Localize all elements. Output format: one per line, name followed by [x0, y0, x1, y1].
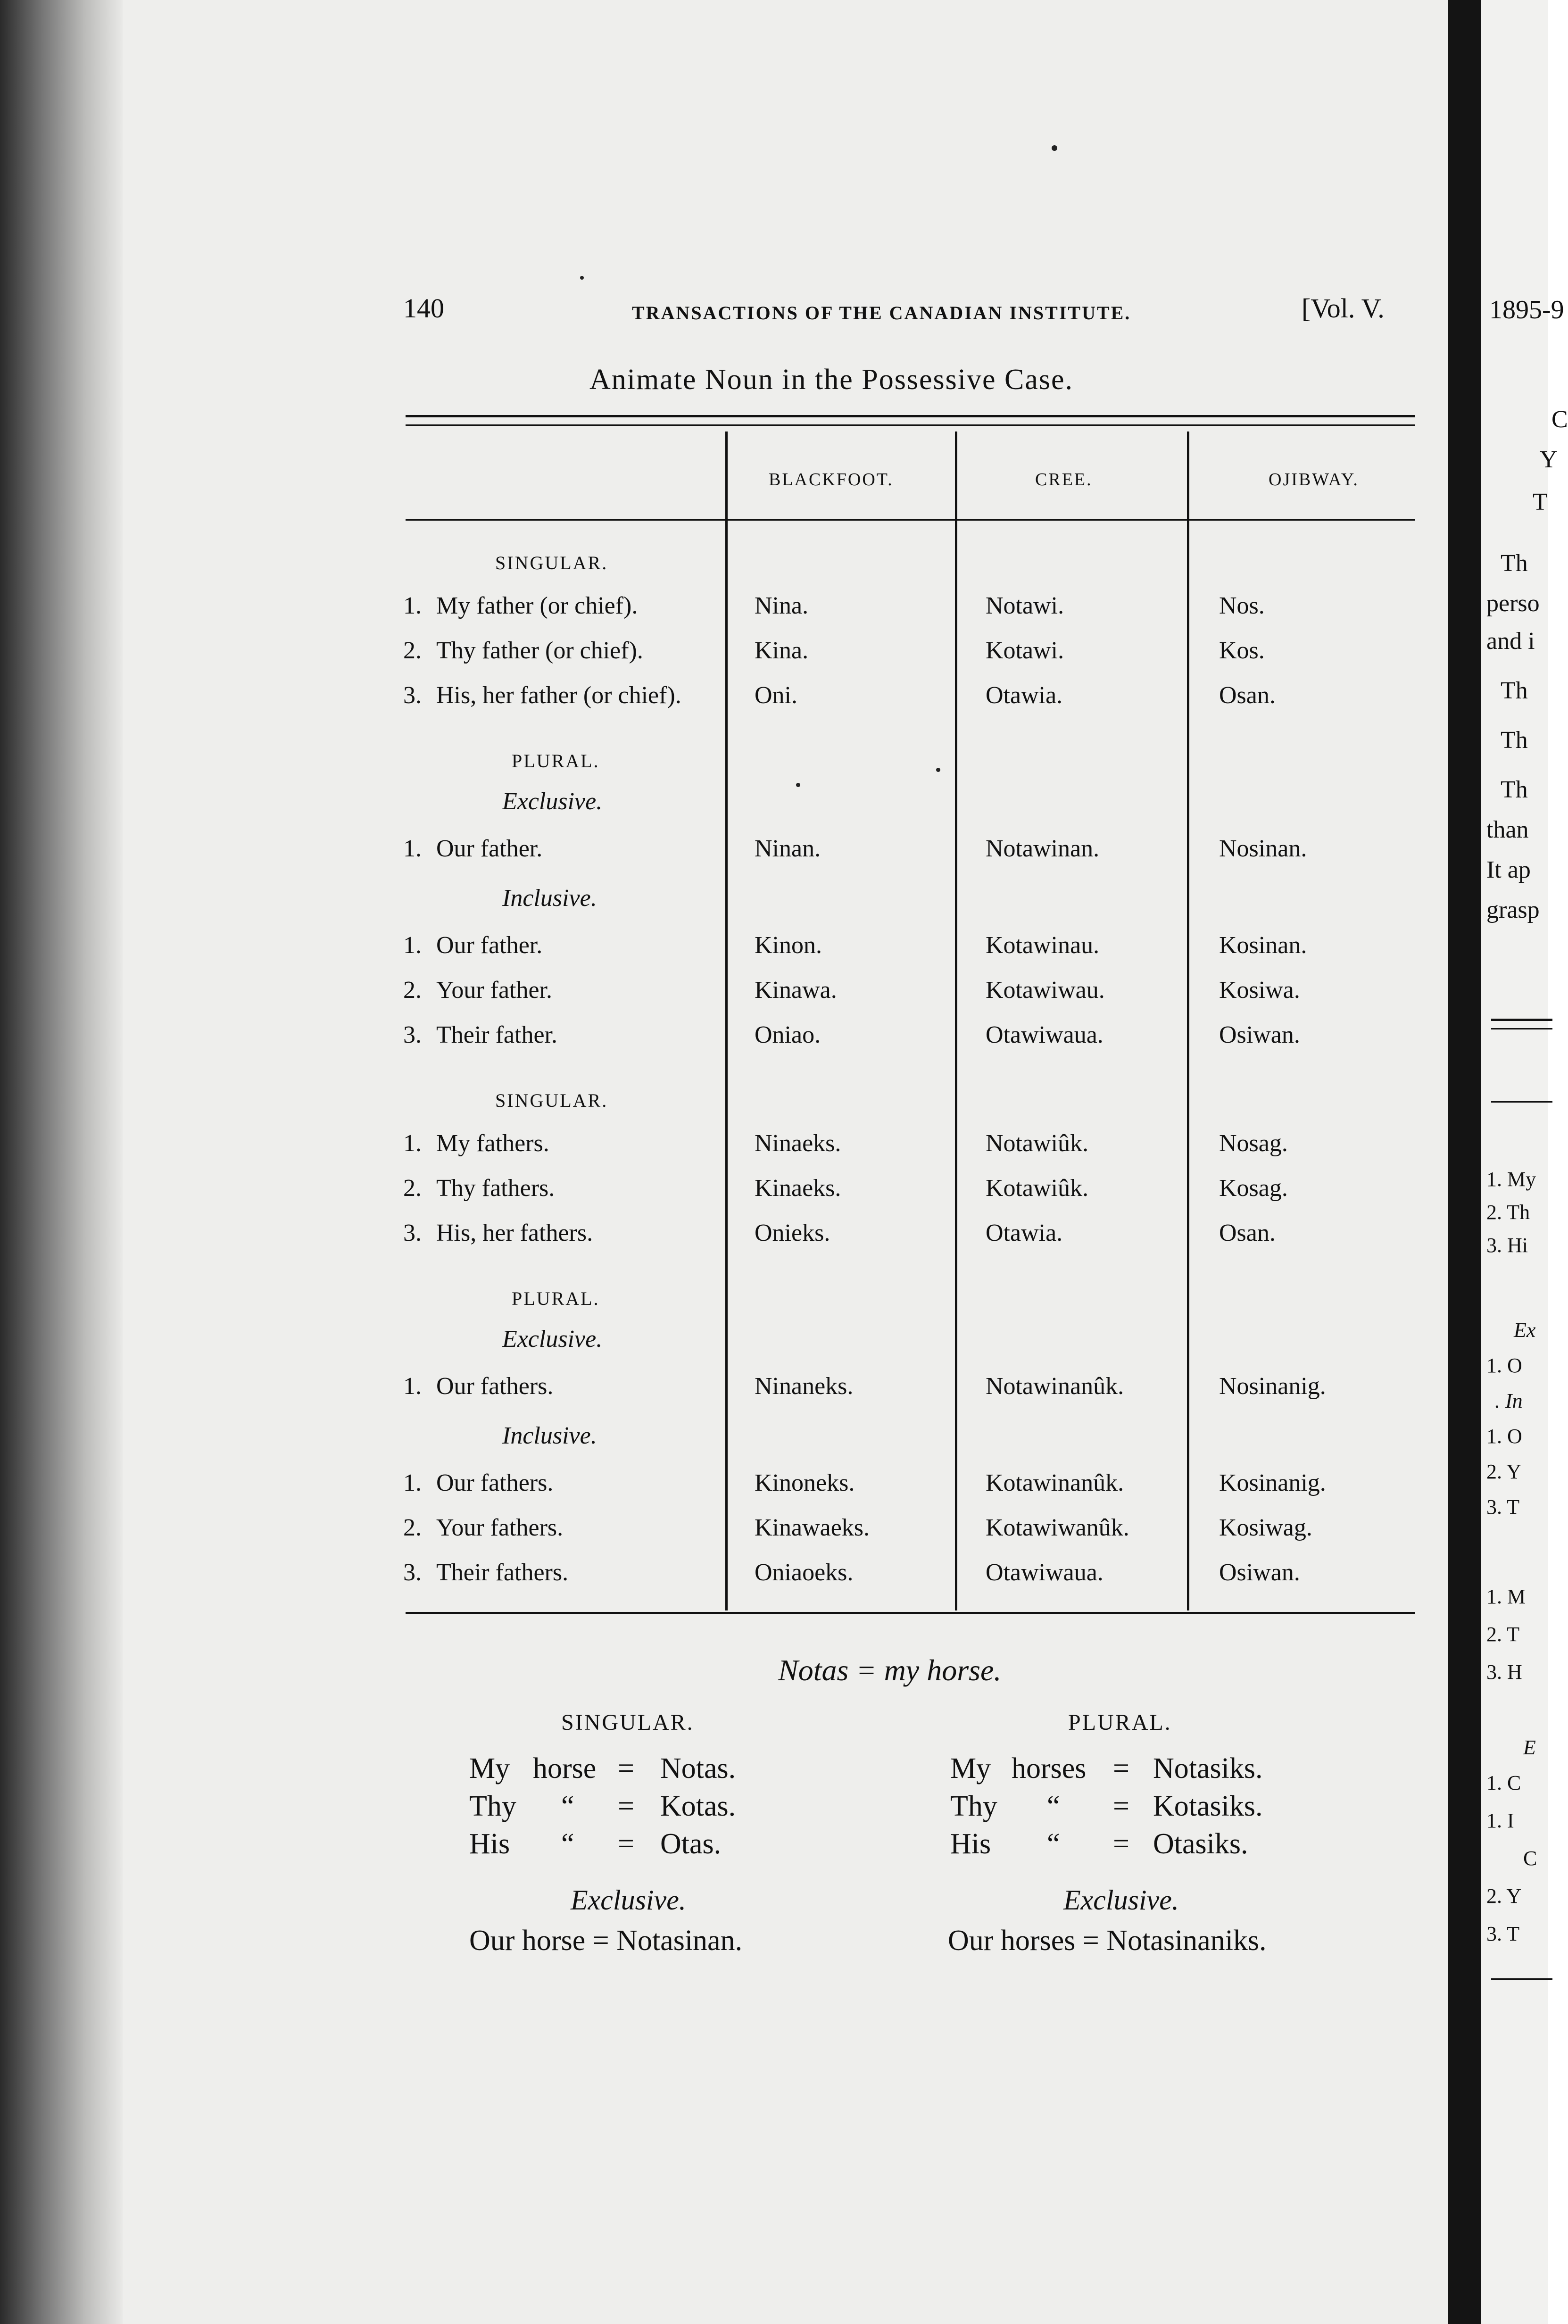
cell-cree: Kotawinau. — [986, 932, 1100, 959]
row-number: 1. — [403, 932, 422, 959]
cell-blackfoot: Kinoneks. — [755, 1469, 855, 1496]
row-label: His, her father (or chief). — [436, 682, 681, 709]
cell-blackfoot: Kinawaeks. — [755, 1514, 870, 1541]
section-heading: PLURAL. — [512, 1288, 600, 1309]
cell-blackfoot: Kinawa. — [755, 977, 837, 1004]
row-number: 3. — [403, 1559, 422, 1586]
facing-text: perso — [1486, 590, 1540, 617]
running-title: TRANSACTIONS OF THE CANADIAN INSTITUTE. — [632, 302, 1131, 324]
table-row — [0, 592, 1415, 634]
cell-ojibway: Nosinanig. — [1219, 1373, 1326, 1400]
cell-ojibway: Osiwan. — [1219, 1021, 1300, 1048]
row-number: 1. — [403, 1373, 422, 1400]
book-spine — [1448, 0, 1481, 2324]
facing-row: 1. M — [1486, 1585, 1526, 1608]
form: Otas. — [660, 1828, 722, 1860]
cell-cree: Otawia. — [986, 682, 1063, 709]
facing-text: Y — [1540, 446, 1558, 473]
table-row — [0, 1559, 1415, 1601]
row-number: 2. — [403, 1514, 422, 1541]
row-number: 1. — [403, 1130, 422, 1157]
ditto-mark: “ — [1047, 1790, 1060, 1822]
facing-row: 3. Hi — [1486, 1234, 1528, 1257]
cell-ojibway: Kosinan. — [1219, 932, 1307, 959]
singular-heading: SINGULAR. — [561, 1710, 694, 1735]
cell-ojibway: Kosiwag. — [1219, 1514, 1312, 1541]
word: His — [469, 1828, 510, 1860]
form: Notas. — [660, 1752, 736, 1784]
row-label: Your fathers. — [436, 1514, 564, 1541]
cell-blackfoot: Onieks. — [755, 1220, 830, 1246]
scan-speck — [936, 768, 940, 772]
horse-paradigm-title: Notas = my horse. — [778, 1653, 1002, 1687]
cell-blackfoot: Ninaeks. — [755, 1130, 841, 1157]
facing-row: 2. T — [1486, 1623, 1520, 1646]
ditto-mark: “ — [1047, 1828, 1060, 1860]
cell-ojibway: Kos. — [1219, 637, 1265, 664]
cell-blackfoot: Kinon. — [755, 932, 822, 959]
cell-ojibway: Kosinanig. — [1219, 1469, 1326, 1496]
word: My — [469, 1752, 510, 1784]
row-number: 2. — [403, 637, 422, 664]
facing-text: Th — [1501, 550, 1528, 577]
scan-speck — [1052, 145, 1057, 151]
form: Kotas. — [660, 1790, 736, 1822]
word: Thy — [469, 1790, 516, 1822]
cell-ojibway: Kosag. — [1219, 1175, 1288, 1202]
equals: = — [618, 1790, 634, 1822]
cell-cree: Otawiwaua. — [986, 1559, 1103, 1586]
facing-rule — [1491, 1101, 1552, 1103]
section-subheading: Exclusive. — [502, 1326, 603, 1353]
table-row — [0, 835, 1415, 877]
row-label: Our fathers. — [436, 1469, 554, 1496]
row-number: 2. — [403, 1175, 422, 1202]
facing-rule — [1491, 1028, 1552, 1029]
facing-row: 1. I — [1486, 1809, 1514, 1832]
facing-row: 2. Y — [1486, 1884, 1522, 1908]
scan-speck — [580, 276, 584, 280]
facing-row: 2. Y — [1486, 1460, 1522, 1483]
facing-row: 3. T — [1486, 1495, 1520, 1519]
facing-row: Ex — [1514, 1319, 1536, 1342]
facing-text: Th — [1501, 727, 1528, 754]
facing-text: C — [1551, 406, 1568, 433]
facing-row: 1. C — [1486, 1771, 1521, 1794]
equals: = — [1113, 1752, 1129, 1784]
cell-blackfoot: Ninan. — [755, 835, 821, 862]
facing-row: 1. My — [1486, 1168, 1536, 1191]
facing-text: and i — [1486, 628, 1535, 655]
facing-text: T — [1533, 489, 1548, 515]
facing-row: 1. O — [1486, 1354, 1522, 1377]
cell-cree: Notawinan. — [986, 835, 1100, 862]
equals: = — [618, 1828, 634, 1860]
row-number: 1. — [403, 592, 422, 619]
cell-blackfoot: Nina. — [755, 592, 809, 619]
row-label: Your father. — [436, 977, 553, 1004]
row-label: Thy father (or chief). — [436, 637, 643, 664]
cell-cree: Kotawinanûk. — [986, 1469, 1124, 1496]
row-label: Their fathers. — [436, 1559, 569, 1586]
table-head-rule — [406, 519, 1415, 521]
table-row — [0, 976, 1415, 1019]
cell-blackfoot: Oniao. — [755, 1021, 821, 1048]
cell-cree: Notawi. — [986, 592, 1064, 619]
row-label: Our father. — [436, 932, 543, 959]
equals: = — [618, 1752, 634, 1784]
facing-text: Th — [1501, 677, 1528, 704]
cell-ojibway: Nos. — [1219, 592, 1265, 619]
equals: = — [1113, 1790, 1129, 1822]
table-row — [0, 1174, 1415, 1217]
facing-row: 3. T — [1486, 1922, 1520, 1945]
scan-speck — [796, 783, 800, 787]
facing-text: grasp — [1486, 896, 1540, 923]
cell-cree: Kotawi. — [986, 637, 1064, 664]
cell-ojibway: Osan. — [1219, 682, 1276, 709]
row-number: 3. — [403, 682, 422, 709]
word: His — [950, 1828, 991, 1860]
section-heading: SINGULAR. — [495, 552, 608, 573]
facing-row: 3. H — [1486, 1660, 1522, 1684]
word: My — [950, 1752, 991, 1784]
facing-rule — [1491, 1978, 1552, 1980]
table-top-rule-1 — [406, 415, 1415, 417]
ditto-mark: “ — [561, 1790, 574, 1822]
table-row — [0, 1021, 1415, 1063]
row-label: Our father. — [436, 835, 543, 862]
singular-exclusive-form: Our horse = Notasinan. — [469, 1925, 743, 1957]
column-header-ojibway: OJIBWAY. — [1269, 470, 1359, 490]
cell-ojibway: Osiwan. — [1219, 1559, 1300, 1586]
facing-text: Th — [1501, 776, 1528, 803]
cell-blackfoot: Oniaoeks. — [755, 1559, 854, 1586]
cell-cree: Otawia. — [986, 1220, 1063, 1246]
volume-label: [Vol. V. — [1302, 293, 1385, 324]
row-label: Their father. — [436, 1021, 557, 1048]
column-header-blackfoot: BLACKFOOT. — [769, 470, 894, 490]
ditto-mark: “ — [561, 1828, 574, 1860]
column-header-cree: CREE. — [1035, 470, 1093, 490]
equals: = — [1113, 1828, 1129, 1860]
plural-exclusive-label: Exclusive. — [1063, 1884, 1179, 1916]
row-label: My fathers. — [436, 1130, 549, 1157]
table-row — [0, 1372, 1415, 1415]
row-number: 3. — [403, 1220, 422, 1246]
table-row — [0, 1469, 1415, 1511]
form: Otasiks. — [1153, 1828, 1248, 1860]
cell-ojibway: Nosinan. — [1219, 835, 1307, 862]
facing-page-header: 1895-9 — [1489, 295, 1564, 324]
facing-rule — [1491, 1019, 1552, 1021]
row-label: His, her fathers. — [436, 1220, 593, 1246]
word: Thy — [950, 1790, 997, 1822]
cell-cree: Kotawiwau. — [986, 977, 1105, 1004]
table-title: Animate Noun in the Possessive Case. — [589, 364, 1074, 396]
facing-row: C — [1523, 1847, 1537, 1870]
row-label: My father (or chief). — [436, 592, 638, 619]
facing-text: than — [1486, 816, 1529, 843]
cell-ojibway: Kosiwa. — [1219, 977, 1300, 1004]
row-number: 1. — [403, 835, 422, 862]
section-subheading: Exclusive. — [502, 788, 603, 815]
page-number: 140 — [403, 293, 444, 324]
table-row — [0, 931, 1415, 974]
cell-cree: Notawiûk. — [986, 1130, 1089, 1157]
plural-exclusive-form: Our horses = Notasinaniks. — [948, 1925, 1267, 1957]
plural-heading: PLURAL. — [1068, 1710, 1172, 1735]
row-number: 3. — [403, 1021, 422, 1048]
cell-blackfoot: Oni. — [755, 682, 797, 709]
row-number: 2. — [403, 977, 422, 1004]
cell-ojibway: Nosag. — [1219, 1130, 1288, 1157]
form: Notasiks. — [1153, 1752, 1263, 1784]
section-heading: PLURAL. — [512, 750, 600, 772]
facing-row: E — [1523, 1736, 1536, 1759]
section-heading: SINGULAR. — [495, 1090, 608, 1111]
facing-text: It ap — [1486, 856, 1531, 883]
form: Kotasiks. — [1153, 1790, 1263, 1822]
table-bottom-rule — [406, 1612, 1415, 1614]
row-label: Thy fathers. — [436, 1175, 555, 1202]
cell-cree: Kotawiûk. — [986, 1175, 1089, 1202]
cell-ojibway: Osan. — [1219, 1220, 1276, 1246]
table-row — [0, 1514, 1415, 1556]
facing-row: 1. O — [1486, 1425, 1522, 1448]
cell-cree: Otawiwaua. — [986, 1021, 1103, 1048]
table-row — [0, 1129, 1415, 1172]
singular-exclusive-label: Exclusive. — [571, 1884, 686, 1916]
section-subheading: Inclusive. — [502, 885, 597, 912]
cell-blackfoot: Kina. — [755, 637, 809, 664]
facing-row: . In — [1495, 1389, 1523, 1412]
table-row — [0, 637, 1415, 679]
row-label: Our fathers. — [436, 1373, 554, 1400]
facing-page-fragment — [1481, 0, 1568, 2324]
cell-cree: Kotawiwanûk. — [986, 1514, 1129, 1541]
cell-blackfoot: Ninaneks. — [755, 1373, 854, 1400]
row-number: 1. — [403, 1469, 422, 1496]
table-row — [0, 1219, 1415, 1262]
word: horses — [1012, 1752, 1087, 1784]
table-row — [0, 681, 1415, 724]
word: horse — [533, 1752, 597, 1784]
section-subheading: Inclusive. — [502, 1422, 597, 1449]
table-top-rule-2 — [406, 424, 1415, 426]
cell-blackfoot: Kinaeks. — [755, 1175, 841, 1202]
facing-row: 2. Th — [1486, 1201, 1530, 1224]
cell-cree: Notawinanûk. — [986, 1373, 1124, 1400]
